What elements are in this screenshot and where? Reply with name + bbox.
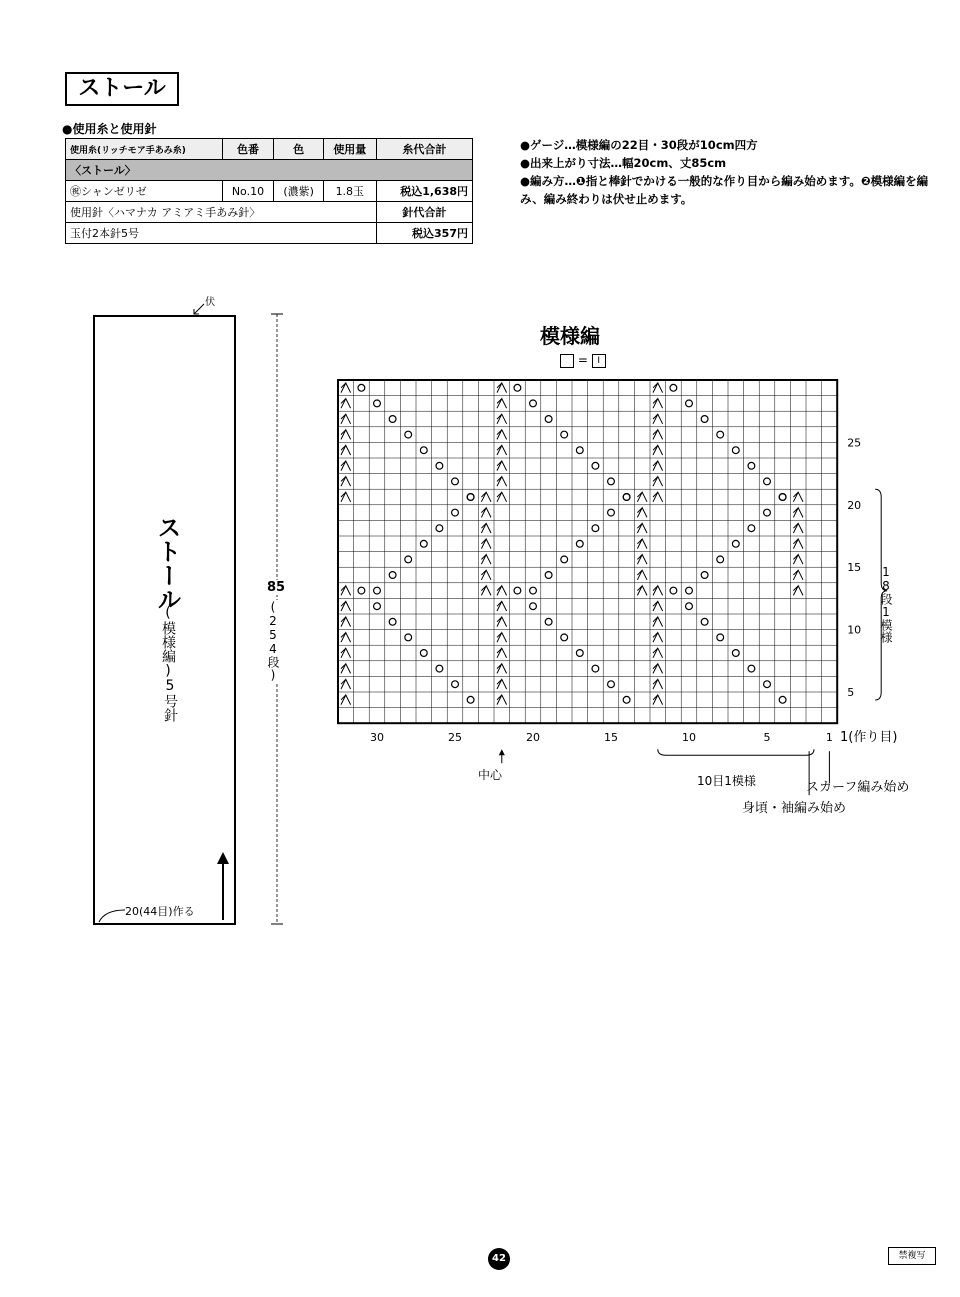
yarn-over-symbol xyxy=(732,650,739,657)
decrease-symbol xyxy=(793,586,803,596)
decrease-symbol xyxy=(653,586,663,596)
table-header-cell: 色番 xyxy=(222,139,274,160)
yarn-over-symbol xyxy=(608,509,615,516)
decrease-symbol xyxy=(637,492,647,502)
decrease-symbol xyxy=(341,445,351,455)
panel-subtitle: (模様編) xyxy=(160,605,176,679)
decrease-symbol xyxy=(637,508,647,518)
table-header-cell: 使用量 xyxy=(323,139,376,160)
table-header-cell: 糸代合計 xyxy=(376,139,472,160)
needle-total-label: 針代合計 xyxy=(376,202,472,223)
stitch-number-label: 1 xyxy=(825,731,833,745)
decrease-symbol xyxy=(793,539,803,549)
yarn-name: ㊗シャンゼリゼ xyxy=(66,181,223,202)
yarn-over-symbol xyxy=(764,681,771,688)
yarn-over-symbol xyxy=(514,384,521,391)
decrease-symbol xyxy=(637,523,647,533)
decrease-symbol xyxy=(793,523,803,533)
chart-legend xyxy=(560,353,606,368)
center-arrowhead xyxy=(499,749,505,755)
yarn-over-symbol xyxy=(389,572,396,579)
decrease-symbol xyxy=(637,570,647,580)
knitting-chart xyxy=(330,370,930,830)
yarn-over-symbol xyxy=(452,681,459,688)
repeat-stitch-brace xyxy=(658,749,814,755)
decrease-symbol xyxy=(341,664,351,674)
gauge-note: ●ゲージ…模様編の22目・30段が10cm四方 xyxy=(520,138,758,152)
yarn-over-symbol xyxy=(623,696,630,703)
yarn-over-symbol xyxy=(420,447,427,454)
yarn-over-symbol xyxy=(701,618,708,625)
page-number: 42 xyxy=(488,1248,510,1270)
decrease-symbol xyxy=(653,477,663,487)
decrease-symbol xyxy=(653,414,663,424)
decrease-symbol xyxy=(497,648,507,658)
decrease-symbol xyxy=(497,617,507,627)
table-header-cell: 使用糸(リッチモア手あみ糸) xyxy=(66,139,223,160)
stitch-number-label: 30 xyxy=(370,731,384,745)
table-header-row xyxy=(66,139,473,160)
table-subhead-row xyxy=(66,160,473,181)
table-row xyxy=(66,223,473,244)
decrease-symbol xyxy=(793,555,803,565)
decrease-symbol xyxy=(497,399,507,409)
decrease-symbol xyxy=(481,539,491,549)
decrease-symbol xyxy=(653,695,663,705)
yarn-over-symbol xyxy=(764,509,771,516)
decrease-symbol xyxy=(653,679,663,689)
yarn-over-symbol xyxy=(701,572,708,579)
yarn-over-symbol xyxy=(717,431,724,438)
row-number-label: 10 xyxy=(847,623,862,637)
decrease-symbol xyxy=(481,523,491,533)
decrease-symbol xyxy=(497,383,507,393)
length-value: 85 xyxy=(261,580,291,595)
decrease-symbol xyxy=(497,477,507,487)
decrease-symbol xyxy=(793,492,803,502)
yarn-over-symbol xyxy=(701,416,708,423)
decrease-symbol xyxy=(497,695,507,705)
yarn-over-symbol xyxy=(779,494,786,501)
row-number-label: 25 xyxy=(847,436,862,450)
yarn-over-symbol xyxy=(717,634,724,641)
bind-off-label: 伏 xyxy=(205,297,215,308)
size-note: ●出来上がり寸法…幅20cm、丈85cm xyxy=(520,156,727,170)
decrease-symbol xyxy=(341,461,351,471)
cast-on-row-label: 1(作り目) xyxy=(840,730,898,745)
decrease-symbol xyxy=(637,586,647,596)
decrease-symbol xyxy=(497,601,507,611)
decrease-symbol xyxy=(341,601,351,611)
yarn-over-symbol xyxy=(592,665,599,672)
decrease-symbol xyxy=(341,414,351,424)
decrease-symbol xyxy=(481,508,491,518)
decrease-symbol xyxy=(497,445,507,455)
decrease-symbol xyxy=(497,679,507,689)
panel-title: ストール xyxy=(153,515,181,611)
yarn-over-symbol xyxy=(374,603,381,610)
table-row xyxy=(66,181,473,202)
needle-price: 税込357円 xyxy=(376,223,472,244)
decrease-symbol xyxy=(341,648,351,658)
yarn-over-symbol xyxy=(452,478,459,485)
yarn-over-symbol xyxy=(670,384,677,391)
decrease-symbol xyxy=(653,664,663,674)
decrease-symbol xyxy=(637,555,647,565)
stitch-number-label: 20 xyxy=(526,731,540,745)
yarn-over-symbol xyxy=(670,587,677,594)
yarn-over-symbol xyxy=(608,681,615,688)
chart-title: 模様編 xyxy=(540,324,600,348)
yarn-over-symbol xyxy=(420,650,427,657)
yarn-over-symbol xyxy=(764,478,771,485)
decrease-symbol xyxy=(653,445,663,455)
row-number-label: 15 xyxy=(847,561,862,575)
yarn-over-symbol xyxy=(452,509,459,516)
yarn-over-symbol xyxy=(576,650,583,657)
decrease-symbol xyxy=(481,492,491,502)
yarn-over-symbol xyxy=(420,540,427,547)
decrease-symbol xyxy=(341,430,351,440)
section-heading: ●使用糸と使用針 xyxy=(62,122,157,136)
yarn-over-symbol xyxy=(467,696,474,703)
stitch-number-label: 15 xyxy=(604,731,618,745)
yarn-over-symbol xyxy=(686,400,693,407)
row-number-label: 5 xyxy=(847,686,855,699)
yarn-color: (濃紫) xyxy=(274,181,324,202)
legend-equals: = xyxy=(577,353,588,367)
decrease-symbol xyxy=(653,633,663,643)
yarn-table xyxy=(65,138,473,244)
yarn-over-symbol xyxy=(576,540,583,547)
decrease-symbol xyxy=(341,633,351,643)
yarn-over-symbol xyxy=(530,587,537,594)
repeat-stitch-label: 10目1模様 xyxy=(697,774,756,788)
copy-prohibited-stamp: 禁複写 xyxy=(888,1247,936,1265)
yarn-over-symbol xyxy=(623,494,630,501)
decrease-symbol xyxy=(497,414,507,424)
decrease-symbol xyxy=(653,601,663,611)
decrease-symbol xyxy=(497,586,507,596)
yarn-over-symbol xyxy=(545,572,552,579)
decrease-symbol xyxy=(341,477,351,487)
table-row xyxy=(66,202,473,223)
yarn-over-symbol xyxy=(436,525,443,532)
decrease-symbol xyxy=(481,570,491,580)
yarn-over-symbol xyxy=(732,447,739,454)
decrease-symbol xyxy=(653,430,663,440)
yarn-over-symbol xyxy=(748,525,755,532)
yarn-over-symbol xyxy=(530,603,537,610)
yarn-over-symbol xyxy=(374,587,381,594)
decrease-symbol xyxy=(497,461,507,471)
decrease-symbol xyxy=(653,383,663,393)
needle-name: 玉付2本針5号 xyxy=(66,223,377,244)
table-subhead: 〈ストール〉 xyxy=(66,160,473,181)
instructions xyxy=(520,136,940,208)
yarn-over-symbol xyxy=(358,587,365,594)
yarn-over-symbol xyxy=(467,494,474,501)
yarn-price: 税込1,638円 xyxy=(376,181,472,202)
yarn-over-symbol xyxy=(374,400,381,407)
stitch-number-label: 25 xyxy=(448,731,462,745)
yarn-number: No.10 xyxy=(222,181,274,202)
needle-label: 使用針〈ハマナカ アミアミ手あみ針〉 xyxy=(66,202,377,223)
stitch-number-label: 10 xyxy=(682,731,696,745)
yarn-over-symbol xyxy=(592,525,599,532)
decrease-symbol xyxy=(481,555,491,565)
decrease-symbol xyxy=(341,617,351,627)
cast-on-label: 20(44目)作る xyxy=(125,905,195,918)
decrease-symbol xyxy=(341,695,351,705)
yarn-over-symbol xyxy=(545,416,552,423)
decrease-symbol xyxy=(793,570,803,580)
repeat-rows-label: 18段1模様 xyxy=(879,565,893,643)
yarn-over-symbol xyxy=(686,587,693,594)
decrease-symbol xyxy=(341,383,351,393)
decrease-symbol xyxy=(497,492,507,502)
yarn-quantity: 1.8玉 xyxy=(323,181,376,202)
empty-square-icon xyxy=(560,354,574,368)
yarn-over-symbol xyxy=(561,431,568,438)
decrease-symbol xyxy=(653,461,663,471)
yarn-over-symbol xyxy=(530,400,537,407)
decrease-symbol xyxy=(481,586,491,596)
yarn-over-symbol xyxy=(748,462,755,469)
decrease-symbol xyxy=(653,648,663,658)
decrease-symbol xyxy=(653,399,663,409)
decrease-symbol xyxy=(637,539,647,549)
yarn-over-symbol xyxy=(405,431,412,438)
yarn-over-symbol xyxy=(561,556,568,563)
decrease-symbol xyxy=(341,492,351,502)
body-start-label: 身頃・袖編み始め xyxy=(742,801,847,816)
yarn-over-symbol xyxy=(748,665,755,672)
yarn-over-symbol xyxy=(389,618,396,625)
yarn-over-symbol xyxy=(436,665,443,672)
decrease-symbol xyxy=(341,679,351,689)
decrease-symbol xyxy=(341,399,351,409)
knit-stitch-icon: I xyxy=(592,354,606,368)
yarn-over-symbol xyxy=(358,384,365,391)
table-header-cell: 色 xyxy=(274,139,324,160)
method-note: ●編み方…❶指と棒針でかける一般的な作り目から編み始めます。❷模様編を編み、編み終わりは伏せ止めます。 xyxy=(520,174,929,206)
yarn-over-symbol xyxy=(686,603,693,610)
stitch-number-label: 5 xyxy=(763,731,771,745)
yarn-over-symbol xyxy=(576,447,583,454)
row-number-label: 20 xyxy=(847,498,862,512)
page-title: ストール xyxy=(65,72,179,106)
yarn-over-symbol xyxy=(436,462,443,469)
yarn-over-symbol xyxy=(405,556,412,563)
decrease-symbol xyxy=(497,633,507,643)
decrease-symbol xyxy=(497,430,507,440)
yarn-over-symbol xyxy=(608,478,615,485)
decrease-symbol xyxy=(653,492,663,502)
yarn-over-symbol xyxy=(389,416,396,423)
row-count: (254段) xyxy=(266,600,280,682)
yarn-over-symbol xyxy=(732,540,739,547)
yarn-over-symbol xyxy=(405,634,412,641)
yarn-over-symbol xyxy=(514,587,521,594)
yarn-over-symbol xyxy=(592,462,599,469)
decrease-symbol xyxy=(497,664,507,674)
decrease-symbol xyxy=(653,617,663,627)
needle-size: 5号針 xyxy=(162,678,178,722)
yarn-over-symbol xyxy=(717,556,724,563)
center-label: 中心 xyxy=(478,768,503,782)
decrease-symbol xyxy=(341,586,351,596)
decrease-symbol xyxy=(793,508,803,518)
scarf-start-label: スカーフ編み始め xyxy=(806,780,910,795)
yarn-over-symbol xyxy=(561,634,568,641)
yarn-over-symbol xyxy=(779,696,786,703)
yarn-over-symbol xyxy=(545,618,552,625)
